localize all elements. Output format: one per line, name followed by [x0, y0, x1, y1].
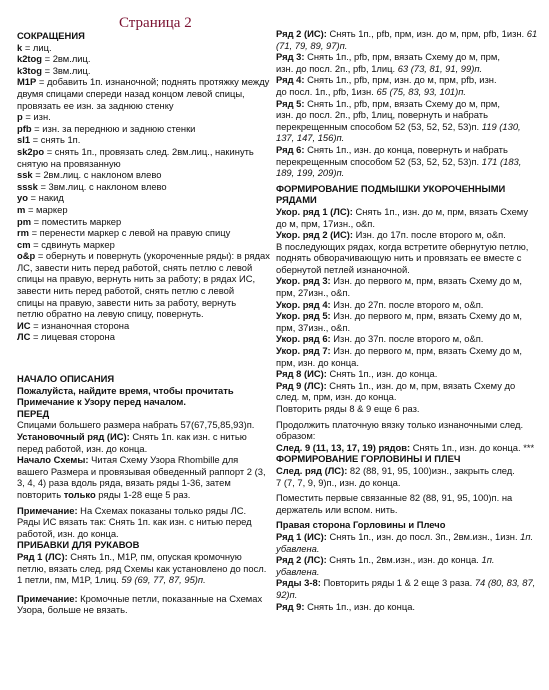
following-1: В последующих рядах, когда встретите обернутую петлю, — [276, 240, 529, 252]
chart-cont-1: вашего Размера и провязывая обведенный раппорт 2 (3, — [17, 465, 266, 477]
row-item — [276, 28, 540, 40]
abbr-def: = маркер — [25, 203, 68, 215]
row-cont-text: след. м, прм, изн. до конца. — [276, 391, 397, 403]
row-item — [276, 554, 540, 566]
note1-cont-1: Ряды ИС вязать так: Снять 1п. как изн. с нитью перед — [17, 516, 252, 528]
row-label: Укор. ряд 1 (ЛС): — [276, 205, 353, 217]
setup-text: Снять 1п. как изн. с нитью — [129, 431, 247, 442]
abbr-def: = 3вм.лиц. с наклоном влево — [37, 180, 167, 192]
row-text: Изн. до первого м, прм, вязать Схему до м, — [330, 310, 523, 322]
abbr-item — [17, 146, 271, 158]
row-label: Ряд 9: — [276, 600, 305, 612]
row-cont-text: прм, 37изн., o&п. — [276, 321, 351, 333]
abbr-def: = изн. — [22, 111, 51, 123]
abbr-list — [17, 42, 271, 343]
right-side-heading: Правая сторона Горловины и Плечо — [276, 519, 446, 531]
row-cont-text: до посл. 1п., pfb, 1изн. — [276, 85, 377, 97]
row-item — [276, 74, 540, 86]
abbr-term: yo — [17, 192, 28, 204]
abbr-item — [17, 216, 271, 228]
note2-text: Кромочные петли, показанные на Схемах — [77, 592, 263, 604]
abbr-term: m — [17, 203, 26, 215]
setup-cont: перед работой, изн. до конца. — [17, 442, 148, 454]
row-item — [276, 229, 540, 241]
row-count-cont: 189, 199, 209)п. — [276, 167, 345, 179]
row-item — [276, 275, 540, 287]
row-cont-text: перекрещенным способом 52 (53, 52, 52, 53)п. — [276, 120, 482, 132]
please-line-2: Примечание к Узору перед началом. — [17, 396, 186, 408]
row-cont — [276, 109, 540, 121]
neck-row-cont: 7 (7, 7, 9, 9)п., изн. до конца. — [276, 476, 401, 488]
abbr-term: rm — [17, 227, 29, 239]
sleeve-row1-count: 59 (69, 77, 87, 95)п. — [121, 574, 206, 586]
abbr-item — [17, 227, 271, 239]
abbr-def: = 3вм.лиц. — [42, 64, 91, 76]
next-text: Снять 1п., изн. до конца. *** — [410, 441, 535, 453]
row-item — [276, 345, 540, 357]
abbr-cont: спицы на правую, завести нить за работу, вернуть — [17, 296, 237, 308]
abbr-def: = добавить 1п. изнаночной; поднять протяжку между — [36, 76, 270, 88]
continue-1: Продолжить платочную вязку только изнаночными след. — [276, 418, 524, 430]
note1-text: На Схемах показаны только ряды ЛС. — [77, 504, 247, 516]
row-label: Укор. ряд 7: — [276, 345, 331, 357]
abbr-cont: завести нить перед работой, снять петлю с левой — [17, 285, 235, 297]
abbr-def: = изнаночная сторона — [30, 319, 130, 331]
row-cont — [276, 218, 540, 230]
setup-row — [17, 431, 271, 443]
abbr-item — [17, 181, 271, 193]
row-count: 74 (80, 83, 87, — [474, 577, 536, 589]
cast-on-text: Спицами большего размера набрать 57(67,75,85,93)п. — [17, 419, 255, 431]
row-text: Изн. до 17п. после второго м, o&п. — [353, 229, 506, 241]
row-count: 1п. — [520, 530, 534, 542]
row-cont — [276, 287, 540, 299]
abbr-item — [17, 53, 271, 65]
abbr-term: M1P — [17, 76, 37, 88]
abbr-heading: СОКРАЩЕНИЯ — [17, 30, 85, 41]
abbr-item — [17, 134, 271, 146]
continue-2: образом: — [276, 430, 316, 442]
chart-end: ряды 1-28 еще 5 раз. — [95, 488, 191, 500]
note1-cont-2: работой, изн. до конца. — [17, 527, 119, 539]
abbr-item — [17, 204, 271, 216]
abbr-cont: двумя спицами спереди назад концом левой спицы, — [17, 87, 245, 99]
sleeve-row1-cont1: петлю, вязать след. ряд Схемы как установлено до посл. — [17, 562, 267, 574]
abbr-term: k — [17, 41, 23, 53]
short-rows-block-2 — [276, 275, 540, 403]
abbr-term: ЛС — [17, 331, 31, 343]
note1 — [17, 505, 271, 517]
abbr-def: = 2вм.лиц. с наклоном влево — [32, 169, 162, 181]
row-count: 1п. — [481, 554, 495, 566]
abbr-def: = снять 1п. — [30, 134, 81, 146]
row-text: Изн. до первого м, прм, вязать Схему до м, — [330, 345, 523, 357]
abbr-def: = лицевая сторона — [30, 331, 115, 343]
row-cont-text: перекрещенным способом 52 (53, 52, 52, 53)п. — [276, 155, 482, 167]
underarm-heading-2: РЯДАМИ — [276, 194, 317, 206]
row-label: Ряд 8 (ИС): — [276, 368, 327, 380]
row-item — [276, 206, 540, 218]
next-rows — [276, 442, 540, 454]
row-item — [276, 310, 540, 322]
following-2: поднять обворачивающую нить и провязать ее вместе с — [276, 252, 522, 264]
row-label: Укор. ряд 5: — [276, 310, 331, 322]
abbr-cont: петлю обратно на левую спицу, повернуть. — [17, 308, 204, 320]
abbr-term: ssk — [17, 169, 33, 181]
row-cont — [276, 86, 540, 98]
abbr-term: sssk — [17, 180, 38, 192]
row-label: Ряд 2 (ЛС): — [276, 554, 327, 566]
row-count: 65 (75, 83, 93, 101)п. — [376, 85, 467, 97]
please-line-1: Пожалуйста, найдите время, чтобы прочитать — [17, 384, 234, 396]
row-item — [276, 380, 540, 392]
chart-only: только — [63, 488, 96, 500]
chart-start — [17, 454, 271, 466]
row-cont-text: изн. до посл. 2п., pfb, 1лиц, повернуть и набрать — [276, 109, 488, 121]
rows-block-1 — [276, 28, 540, 179]
row-label: Ряд 4: — [276, 74, 305, 86]
abbr-term: pfb — [17, 122, 32, 134]
front-heading: ПЕРЕД — [17, 407, 50, 419]
abbr-item — [17, 192, 271, 204]
chart-label: Начало Схемы: — [17, 454, 89, 466]
abbr-term: sk2po — [17, 145, 45, 157]
row-text: Изн. до 37п. после второго м, o&п. — [330, 333, 484, 345]
abbr-cont: спицы на правую, вернуть нить за работу; в рядах ИС, — [17, 273, 256, 285]
row-item — [276, 577, 540, 589]
chart-cont-2: 3, 4, 4) раза вдоль ряда, вязать ряды 1-36, затем — [17, 477, 231, 489]
row-cont — [276, 391, 540, 403]
abbr-term: cm — [17, 238, 31, 250]
row-label: Ряд 1 (ИС): — [276, 530, 327, 542]
page-title: Страница 2 — [119, 15, 192, 31]
next-label: След. 9 (11, 13, 17, 19) рядов: — [276, 441, 411, 453]
sleeve-row1-cont2-text: 1 петли, пм, M1P, 1лиц. — [17, 574, 122, 586]
row-count: 61 — [526, 28, 538, 39]
row-tail: убавлена. — [276, 542, 320, 554]
chart-cont-3a: повторить — [17, 488, 64, 500]
setup-label: Установочный ряд (ИС): — [17, 431, 130, 442]
note2-cont: Узора, больше не вязать. — [17, 604, 128, 616]
abbr-item — [17, 42, 271, 54]
note2-label: Примечание: — [17, 592, 78, 604]
row-count-cont: (71, 79, 89, 97)п. — [276, 39, 348, 51]
sleeve-row1-cont2 — [17, 574, 271, 586]
neck-row-label: След. ряд (ЛС): — [276, 464, 348, 476]
abbr-term: p — [17, 111, 23, 123]
abbr-item — [17, 320, 271, 332]
start-heading: НАЧАЛО ОПИСАНИЯ — [17, 373, 115, 385]
row-count: 63 (73, 81, 91, 99)п. — [397, 62, 483, 74]
row-label: Ряды 3-8: — [276, 577, 321, 589]
right-side-rows — [276, 531, 540, 612]
row-cont-text: изн. до посл. 2п., pfb, 1лиц. — [276, 62, 398, 74]
repeat-text: Повторить ряды 8 & 9 еще 6 раз. — [276, 403, 420, 414]
note1-label: Примечание: — [17, 504, 78, 516]
chart-cont-3 — [17, 489, 271, 501]
left-column — [17, 30, 271, 616]
row-text: Снять 1п., изн. до конца, повернуть и набрать — [304, 143, 508, 155]
row-label: Ряд 2 (ИС): — [276, 28, 327, 39]
place-1: Поместить первые связанные 82 (88, 91, 95, 100)п. на — [276, 492, 513, 504]
row-item — [276, 333, 540, 345]
neck-row-text: 82 (88, 91, 95, 100)изн., закрыть след. — [347, 464, 515, 476]
sleeve-row1 — [17, 551, 271, 563]
sleeve-row1-label: Ряд 1 (ЛС): — [17, 550, 68, 562]
abbr-def: = накид — [27, 192, 64, 204]
row-text: Снять 1п., изн. до м, прм, вязать Схему — [352, 205, 529, 217]
row-tail: 92)п. — [276, 588, 298, 600]
row-label: Укор. ряд 2 (ИС): — [276, 229, 354, 241]
row-label: Укор. ряд 6: — [276, 333, 331, 345]
row-cont — [276, 63, 540, 75]
row-cont — [276, 121, 540, 133]
abbr-cont: снятую на провязанную — [17, 157, 121, 169]
abbr-term: k2tog — [17, 53, 43, 65]
row-text: Снять 1п., 2вм.изн., изн. до конца. — [326, 554, 482, 566]
abbr-item — [17, 111, 271, 123]
row-text: Снять 1п., pfb, прм, изн. до м, прм, pfb, изн. — [304, 74, 497, 86]
row-item — [276, 51, 540, 63]
abbr-term: o&p — [17, 250, 36, 262]
row-text: Снять 1п., изн. до посл. 3п., 2вм.изн., 1изн. — [326, 530, 521, 542]
row-item — [276, 531, 540, 543]
chart-text: Читая Схему Узора Rhombille для — [88, 454, 239, 466]
abbr-def: = снять 1п., провязать след. 2вм.лиц., накинуть — [44, 145, 254, 157]
row-label: Ряд 6: — [276, 143, 305, 155]
row-cont-text: до м, прм, 17изн., o&п. — [276, 217, 375, 229]
abbr-cont: провязать ее изн. за заднюю стенку — [17, 99, 174, 111]
row-count: 171 (183, — [481, 155, 522, 167]
row-cont-text: прм, 27изн., o&п. — [276, 287, 351, 299]
abbr-term: ИС — [17, 319, 31, 331]
row-cont — [276, 156, 540, 168]
abbr-item — [17, 239, 271, 251]
row-label: Ряд 5: — [276, 97, 305, 109]
abbr-item — [17, 65, 271, 77]
abbr-cont: ЛС, завести нить перед работой, снять петлю с левой — [17, 261, 253, 273]
abbr-item — [17, 250, 271, 262]
row-text: Изн. до 27п. после второго м, o&п. — [330, 298, 484, 310]
abbr-item — [17, 169, 271, 181]
abbr-term: pm — [17, 215, 32, 227]
row-cont — [276, 322, 540, 334]
short-rows-block — [276, 206, 540, 241]
abbr-def: = поместить маркер — [31, 215, 122, 227]
abbr-def: = обернуть и повернуть (укороченные ряды): в рядах — [35, 250, 270, 262]
note2 — [17, 593, 271, 605]
abbr-def: = изн. за переднюю и заднюю стенки — [31, 122, 196, 134]
abbr-def: = 2вм.лиц. — [42, 53, 91, 65]
row-label: Укор. ряд 3: — [276, 275, 331, 287]
abbr-term: k3tog — [17, 64, 43, 76]
row-text: Повторить ряды 1 & 2 еще 3 раза. — [320, 577, 475, 589]
row-item — [276, 601, 540, 613]
row-text: Изн. до первого м, прм, вязать Схему до м, — [330, 275, 523, 287]
following-3: обернутой петлей изнаночной. — [276, 263, 410, 275]
underarm-heading-1: ФОРМИРОВАНИЕ ПОДМЫШКИ УКОРОЧЕННЫМИ — [276, 182, 506, 194]
row-label: Ряд 9 (ЛС): — [276, 379, 327, 391]
row-text: Снять 1п., изн. до конца. — [326, 368, 438, 380]
abbr-def: = лиц. — [22, 41, 52, 53]
row-label: Укор. ряд 4: — [276, 298, 331, 310]
row-item — [276, 98, 540, 110]
abbr-item — [17, 76, 271, 88]
row-cont — [276, 357, 540, 369]
row-item — [276, 144, 540, 156]
abbr-def: = перенести маркер с левой на правую спицу — [28, 227, 231, 239]
row-count-cont: 137, 147, 156)п. — [276, 132, 345, 144]
row-item — [276, 368, 540, 380]
row-tail: убавлена. — [276, 565, 320, 577]
row-text: Снять 1п., изн. до конца. — [304, 600, 416, 612]
row-text: Снять 1п., изн. до м, прм, вязать Схему до — [326, 379, 516, 391]
right-column — [276, 28, 540, 612]
abbr-term: sl1 — [17, 134, 31, 146]
row-count: 119 (130, — [481, 120, 521, 132]
abbr-item — [17, 331, 271, 343]
sleeve-row1-text: Снять 1п., M1P, пм, опуская кромочную — [67, 550, 242, 562]
row-text: Снять 1п., pfb, прм, вязать Схему до м, прм, — [304, 51, 500, 63]
row-text: Снять 1п., pfb, прм, вязать Схему до м, прм, — [304, 97, 500, 109]
abbr-def: = сдвинуть маркер — [30, 238, 115, 250]
sleeve-heading: ПРИБАВКИ ДЛЯ РУКАВОВ — [17, 539, 140, 551]
neck-row — [276, 465, 540, 477]
row-item — [276, 299, 540, 311]
abbr-item — [17, 123, 271, 135]
row-cont-text: прм, изн. до конца. — [276, 356, 359, 368]
place-2: держатель или вспом. нить. — [276, 503, 398, 515]
neck-heading: ФОРМИРОВАНИЕ ГОРЛОВИНЫ И ПЛЕЧ — [276, 453, 461, 465]
row-label: Ряд 3: — [276, 51, 305, 63]
row-text: Снять 1п., pfb, прм, изн. до м, прм, pfb, 1изн. — [326, 28, 527, 39]
